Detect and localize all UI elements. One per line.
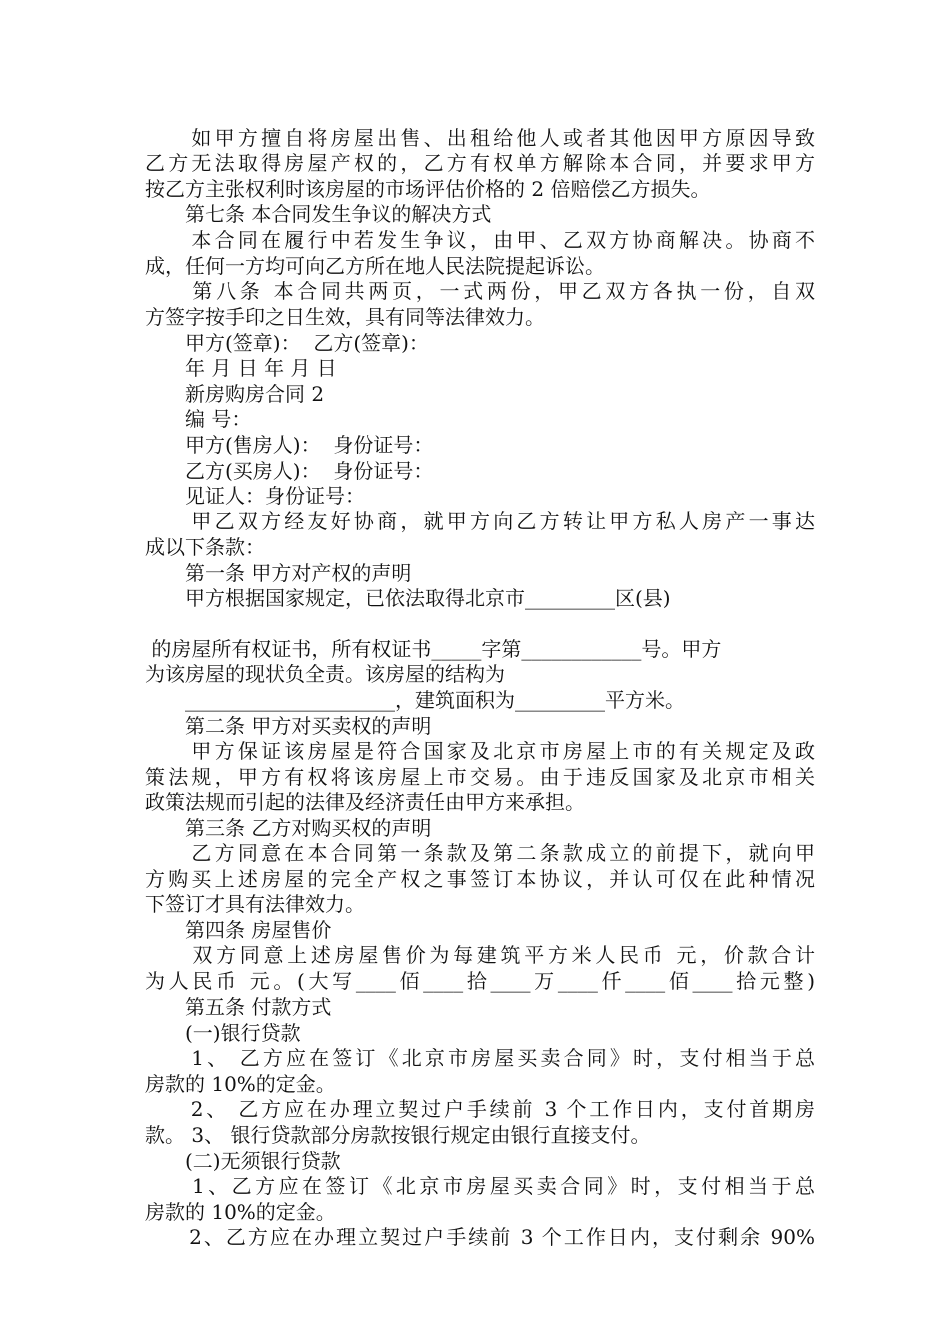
text-line: 新房购房合同 2 — [145, 382, 325, 406]
text-line: 房款的 10%的定金。 — [145, 1200, 336, 1224]
text-line: 2、乙方应在办理立契过户手续前 3 个工作日内，支付剩余 90% — [145, 1225, 815, 1249]
text-line: 按乙方主张权利时该房屋的市场评估价格的 2 倍赔偿乙方损失。 — [145, 177, 711, 201]
text-line: 年 月 日 年 月 日 — [145, 356, 337, 380]
text-line: 成，任何一方均可向乙方所在地人民法院提起诉讼。 — [145, 254, 605, 278]
text-line: 乙方无法取得房屋产权的，乙方有权单方解除本合同，并要求甲方 — [145, 151, 815, 175]
text-line: 甲乙双方经友好协商，就甲方向乙方转让甲方私人房产一事达 — [145, 509, 815, 533]
text-line: 1、 乙方应在签订《北京市房屋买卖合同》时，支付相当于总 — [145, 1046, 815, 1070]
text-line: 第二条 甲方对买卖权的声明 — [145, 714, 432, 738]
text-line: 编 号： — [145, 407, 252, 431]
text-line: 2、 乙方应在办理立契过户手续前 3 个工作日内，支付首期房 — [145, 1097, 815, 1121]
text-line: (一)银行贷款 — [145, 1021, 301, 1045]
text-line: 见证人：身份证号： — [145, 484, 365, 508]
text-line: (二)无须银行贷款 — [145, 1149, 341, 1173]
text-line: 的房屋所有权证书，所有权证书_____字第____________号。甲方 — [145, 637, 722, 661]
text-line: 方签字按手印之日生效，具有同等法律效力。 — [145, 305, 545, 329]
text-line: 款。 3、 银行贷款部分房款按银行规定由银行直接支付。 — [145, 1123, 651, 1147]
text-line: 第一条 甲方对产权的声明 — [145, 561, 412, 585]
text-line: 1、乙方应在签订《北京市房屋买卖合同》时，支付相当于总 — [145, 1174, 815, 1198]
text-line: 第八条 本合同共两页，一式两份，甲乙双方各执一份，自双 — [145, 279, 815, 303]
text-line: 甲方根据国家规定，已依法取得北京市_________区(县) — [145, 586, 671, 610]
text-line: 为人民币 元。(大写____佰____拾____万____仟____佰____拾元整) — [145, 969, 815, 993]
text-line: 本合同在履行中若发生争议，由甲、乙双方协商解决。协商不 — [145, 228, 815, 252]
text-line: 为该房屋的现状负全责。该房屋的结构为 — [145, 662, 505, 686]
text-line: 甲方保证该房屋是符合国家及北京市房屋上市的有关规定及政 — [145, 739, 815, 763]
text-line: 房款的 10%的定金。 — [145, 1072, 336, 1096]
text-line: 乙方同意在本合同第一条款及第二条款成立的前提下，就向甲 — [145, 841, 815, 865]
text-line: 策法规，甲方有权将该房屋上市交易。由于违反国家及北京市相关 — [145, 765, 815, 789]
text-line: 第五条 付款方式 — [145, 995, 332, 1019]
text-line: 乙方(买房人)： 身份证号： — [145, 459, 434, 483]
text-line: 方购买上述房屋的完全产权之事签订本协议，并认可仅在此种情况 — [145, 867, 815, 891]
text-line: 甲方(签章)： 乙方(签章)： — [145, 331, 429, 355]
text-line: 双方同意上述房屋售价为每建筑平方米人民币 元，价款合计 — [145, 943, 815, 967]
blank-line — [145, 611, 815, 637]
text-line: _____________________，建筑面积为_________平方米。 — [145, 688, 685, 712]
text-line: 第三条 乙方对购买权的声明 — [145, 816, 432, 840]
text-line: 第四条 房屋售价 — [145, 918, 332, 942]
text-line: 成以下条款： — [145, 535, 265, 559]
text-line: 政策法规而引起的法律及经济责任由甲方来承担。 — [145, 790, 585, 814]
text-line: 如甲方擅自将房屋出售、出租给他人或者其他因甲方原因导致 — [145, 126, 815, 150]
text-line: 第七条 本合同发生争议的解决方式 — [145, 202, 492, 226]
text-line: 甲方(售房人)： 身份证号： — [145, 433, 434, 457]
text-line: 下签订才具有法律效力。 — [145, 892, 365, 916]
